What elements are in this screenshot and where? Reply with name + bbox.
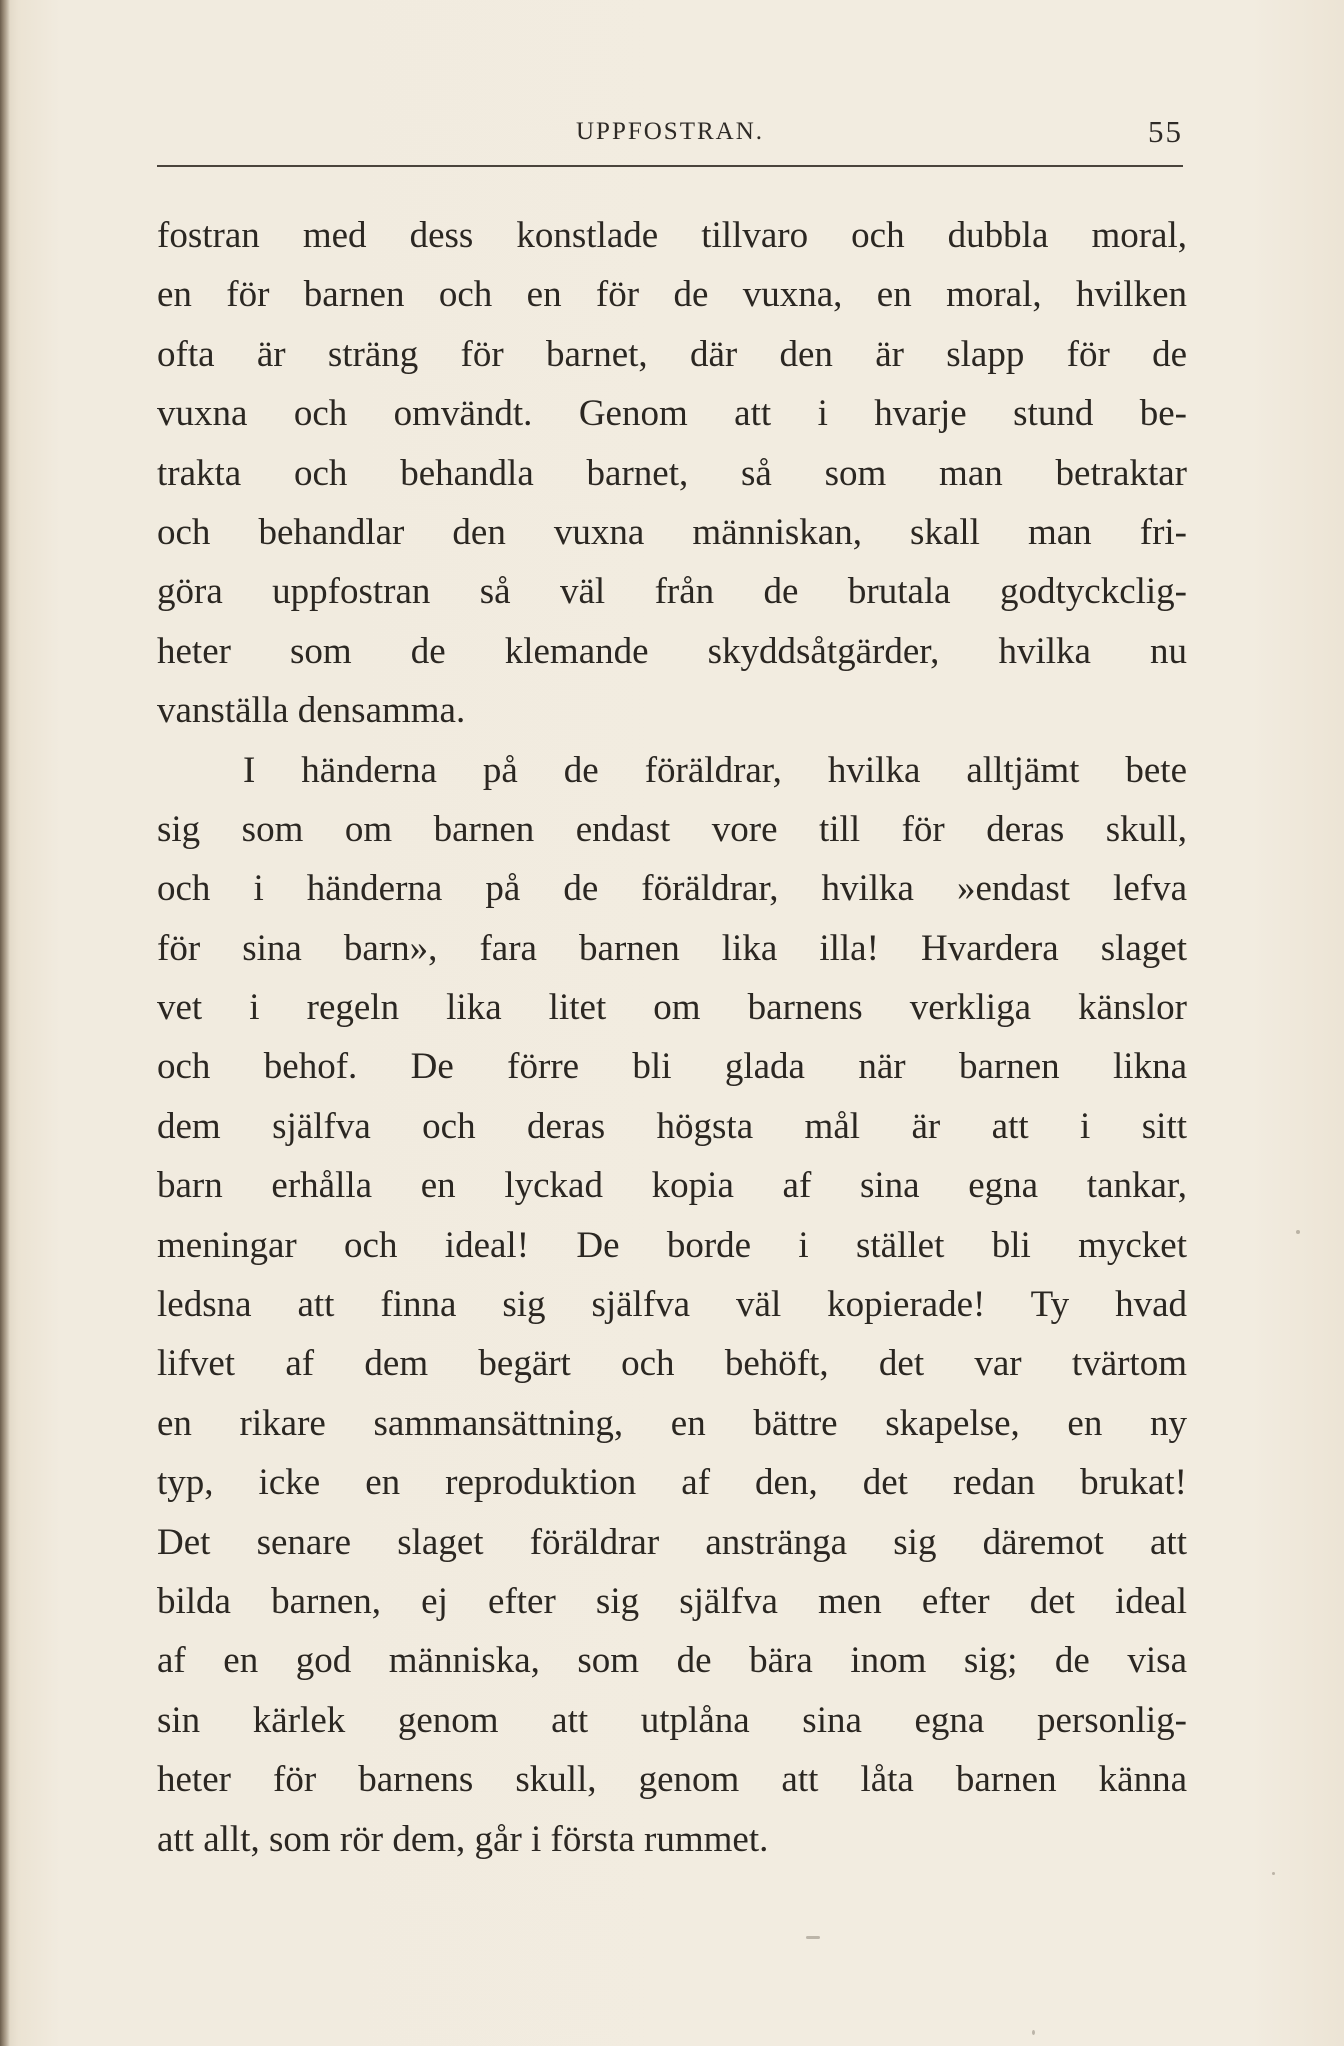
text-line: för sina barn», fara barnen lika illa! Hvardera slaget	[157, 927, 1187, 969]
text-line: ofta är sträng för barnet, där den är slapp för de	[157, 333, 1187, 375]
text-line: af en god människa, som de bära inom sig; de visa	[157, 1640, 1187, 1682]
paper-speck	[1032, 2030, 1035, 2035]
text-line: trakta och behandla barnet, så som man betraktar	[157, 452, 1187, 494]
text-line: en rikare sammansättning, en bättre skapelse, en ny	[157, 1402, 1187, 1444]
text-line: Det senare slaget föräldrar anstränga sig däremot att	[157, 1521, 1187, 1563]
text-line: heter som de klemande skyddsåtgärder, hvilka nu	[157, 630, 1187, 672]
paper-speck	[1296, 1230, 1300, 1234]
paper-speck	[1272, 1872, 1275, 1875]
text-line: vuxna och omvändt. Genom att i hvarje stund be-	[157, 393, 1187, 435]
paper-speck	[806, 1936, 820, 1939]
text-line: och behandlar den vuxna människan, skall man fri-	[157, 511, 1187, 553]
text-line: sig som om barnen endast vore till för deras skull,	[157, 808, 1187, 850]
text-line: heter för barnens skull, genom att låta barnen känna	[157, 1759, 1187, 1801]
body-text	[157, 206, 1187, 1869]
text-line-paragraph-end: att allt, som rör dem, går i första rummet.	[157, 1818, 769, 1860]
running-head	[157, 110, 1183, 156]
text-line: dem själfva och deras högsta mål är att i sitt	[157, 1105, 1187, 1147]
text-line: göra uppfostran så väl från de brutala godtyckclig-	[157, 571, 1187, 613]
running-head-title: UPPFOSTRAN.	[575, 118, 765, 145]
text-line-paragraph-end: vanställa densamma.	[157, 690, 466, 732]
text-line: barn erhålla en lyckad kopia af sina egna tankar,	[157, 1165, 1187, 1207]
text-line-paragraph-start: I händerna på de föräldrar, hvilka alltjämt bete	[243, 749, 1187, 791]
text-line: ledsna att finna sig själfva väl kopierade! Ty hvad	[157, 1284, 1187, 1326]
text-line: en för barnen och en för de vuxna, en moral, hvilken	[157, 274, 1187, 316]
text-line: sin kärlek genom att utplåna sina egna personlig-	[157, 1699, 1187, 1741]
text-line: vet i regeln lika litet om barnens verkliga känslor	[157, 987, 1187, 1029]
text-line: typ, icke en reproduktion af den, det redan brukat!	[157, 1462, 1187, 1504]
page-number: 55	[1148, 114, 1183, 149]
binding-edge	[0, 0, 10, 2046]
text-line: bilda barnen, ej efter sig själfva men efter det ideal	[157, 1580, 1187, 1622]
text-line: lifvet af dem begärt och behöft, det var tvärtom	[157, 1343, 1187, 1385]
text-line: meningar och ideal! De borde i stället bli mycket	[157, 1224, 1187, 1266]
text-line: och i händerna på de föräldrar, hvilka »endast lefva	[157, 868, 1187, 910]
text-line: och behof. De förre bli glada när barnen likna	[157, 1046, 1187, 1088]
text-line: fostran med dess konstlade tillvaro och dubbla moral,	[157, 215, 1187, 256]
header-rule	[157, 165, 1183, 167]
